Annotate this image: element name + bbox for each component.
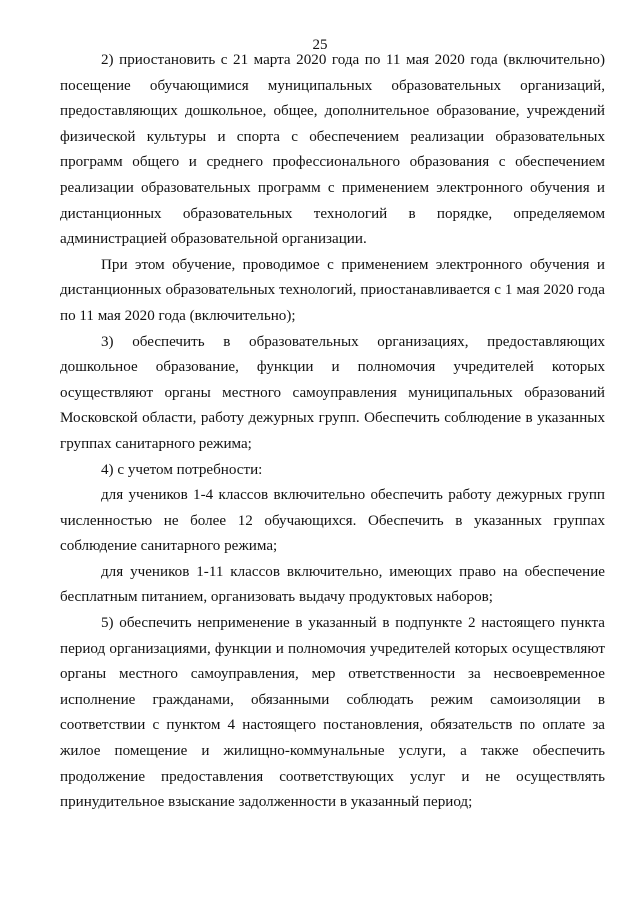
paragraph-item-2: 2) приостановить с 21 марта 2020 года по 11 мая 2020 года (включительно) посещение обучающимися муниципальных образовательных организаций, предоставляющих дошкольное, общее, дополнительное образование, учреждений физической культуры и спорта с обеспечением реализации образовательных программ общего и среднего профессионального образования с обеспечением реализации образовательных программ с применением электронного обучения и дистанционных образовательных технологий в порядке, определяемом администрацией образовательной организации. — [60, 52, 605, 248]
paragraph-grades-1-4: для учеников 1-4 классов включительно обеспечить работу дежурных групп численностью не более 12 обучающихся. Обеспечить в указанных группах соблюдение санитарного режима; — [60, 487, 605, 555]
document-body — [60, 48, 605, 816]
paragraph-distance-learning-note: При этом обучение, проводимое с применением электронного обучения и дистанционных образовательных технологий, приостанавливается с 1 мая 2020 года по 11 мая 2020 года (включительно); — [60, 256, 605, 324]
paragraph-item-5: 5) обеспечить неприменение в указанный в подпункте 2 настоящего пункта период организациями, функции и полномочия учредителей которых осуществляют органы местного самоуправления, мер ответственности за несвоевременное исполнение гражданами, обязанными соблюдать режим самоизоляции в соответствии с пунктом 4 настоящего постановления, обязательств по оплате за жилое помещение и жилищно-коммунальные услуги, а также обеспечить продолжение предоставления соответствующих услуг и не осуществлять принудительное взыскание задолженности в указанный период; — [60, 615, 605, 811]
page-number: 25 — [312, 37, 328, 53]
paragraph-grades-1-11: для учеников 1-11 классов включительно, имеющих право на обеспечение бесплатным питанием, организовать выдачу продуктовых наборов; — [60, 563, 605, 606]
paragraph-item-3: 3) обеспечить в образовательных организациях, предоставляющих дошкольное образование, функции и полномочия учредителей которых осуществляют органы местного самоуправления муниципальных образований Московской области, работу дежурных групп. Обеспечить соблюдение в указанных группах санитарного режима; — [60, 333, 605, 452]
paragraph-item-4: 4) с учетом потребности: — [101, 461, 263, 478]
